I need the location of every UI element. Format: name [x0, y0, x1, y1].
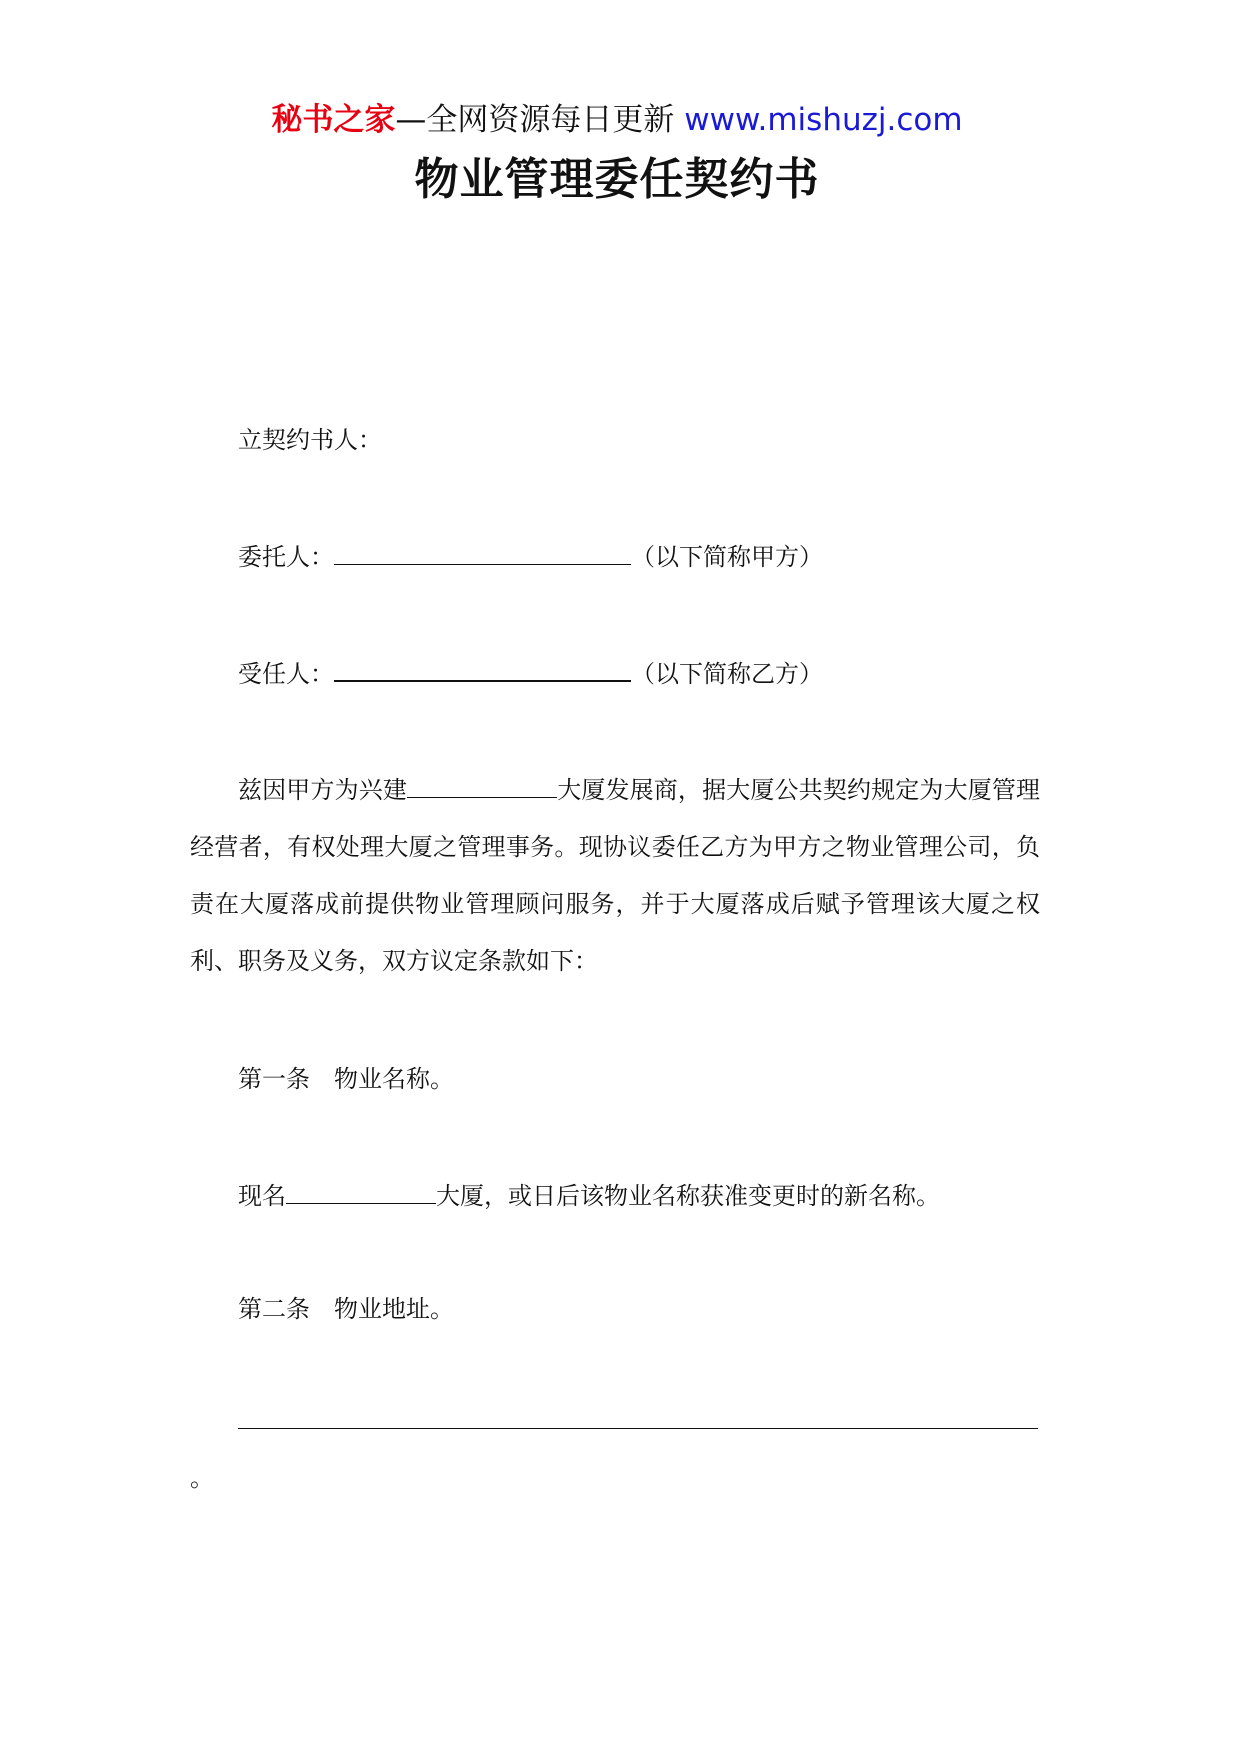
banner-slogan: —全网资源每日更新 [395, 102, 675, 138]
property-name-blank [286, 1179, 436, 1204]
intro-rest: 大厦发展商，据大厦公共契约规定为大厦管理经营者，有权处理大厦之管理事务。现协议委任乙方为甲方之物业管理公司，负责在大厦落成前提供物业管理顾问服务，并于大厦落成后赋予管理该大厦之权利、职务及义务，双方议定条款如下： [190, 776, 1041, 975]
article2-end-mark: 。 [190, 1464, 214, 1492]
party-a-label: 委托人： [238, 543, 334, 571]
intro-prefix: 兹因甲方为兴建 [238, 776, 408, 804]
article1-number: 第一条 [238, 1065, 310, 1093]
party-b-suffix: （以下简称乙方） [631, 660, 823, 688]
document-title: 物业管理委任契约书 [414, 154, 820, 205]
intro-paragraph [190, 762, 1040, 990]
article1-title: 物业名称。 [334, 1065, 454, 1093]
article2-heading [238, 1293, 454, 1325]
party-b-line [238, 656, 823, 690]
banner-url-link[interactable]: www.mishuzj.com [684, 102, 963, 138]
address-blank-line [238, 1428, 1038, 1429]
brand-name: 秘书之家 [271, 102, 396, 138]
party-a-suffix: （以下简称甲方） [631, 543, 823, 571]
header-banner [0, 100, 1234, 140]
article1-prefix: 现名 [238, 1182, 286, 1210]
party-a-line [238, 540, 823, 573]
article1-rest: 大厦，或日后该物业名称获准变更时的新名称。 [436, 1182, 940, 1210]
party-a-blank [334, 540, 631, 565]
party-b-blank [334, 656, 631, 682]
article2-title: 物业地址。 [334, 1295, 454, 1323]
parties-heading: 立契约书人： [238, 426, 382, 454]
party-b-label: 受任人： [238, 660, 334, 688]
building-name-blank [407, 773, 557, 798]
article2-number: 第二条 [238, 1295, 310, 1323]
article1-heading [238, 1063, 454, 1095]
article1-body [238, 1179, 940, 1212]
